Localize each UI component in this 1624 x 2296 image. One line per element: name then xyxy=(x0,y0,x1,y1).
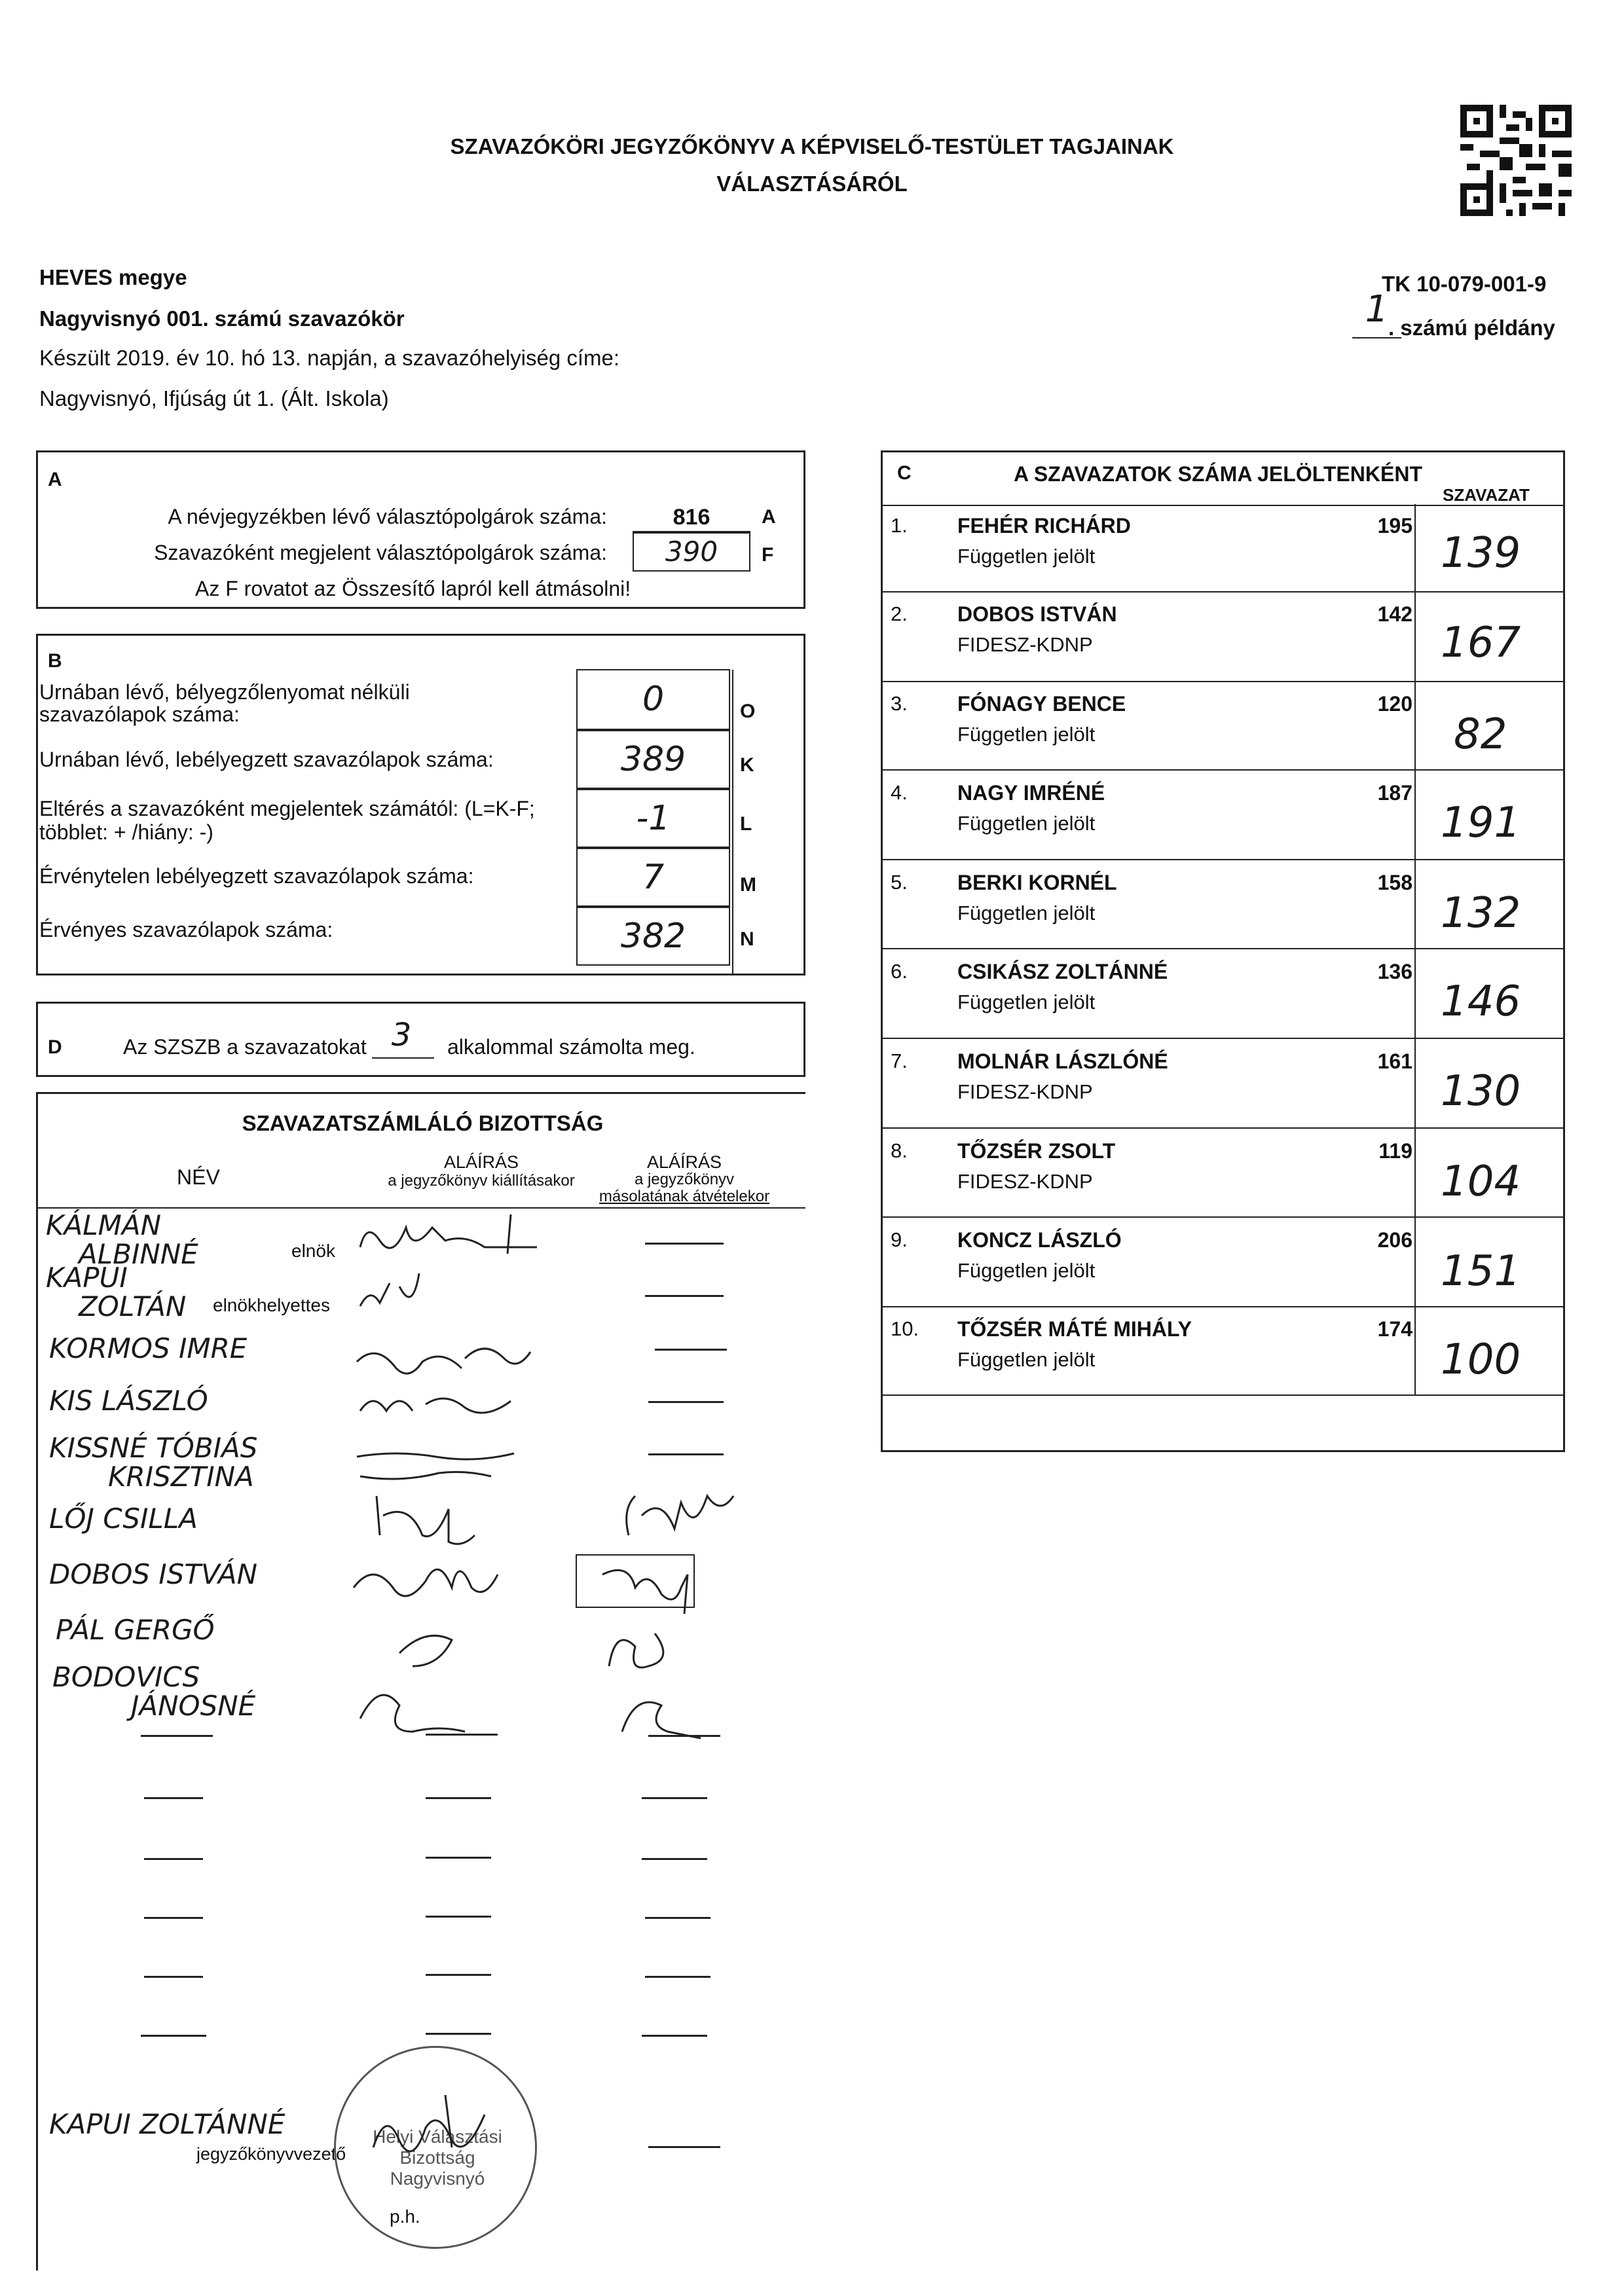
candidate-4-name: NAGY IMRÉNÉ xyxy=(957,781,1105,805)
candidate-9-printed-number: 206 xyxy=(1377,1228,1412,1252)
member-signatures-icon xyxy=(347,1208,805,1745)
col-sig2-title: ALÁÍRÁS xyxy=(646,1152,722,1172)
recorder-sig2-dash xyxy=(648,2146,720,2148)
candidate-2-party: FIDESZ-KDNP xyxy=(957,633,1093,656)
document-title-line2: VÁLASZTÁSÁRÓL xyxy=(716,172,908,196)
section-b-label: B xyxy=(48,650,62,672)
section-c-header-rule xyxy=(883,505,1564,506)
candidate-6-votes: 146 xyxy=(1441,977,1521,1026)
member-1-name xyxy=(46,1211,198,1269)
candidate-4-printed-number: 187 xyxy=(1377,781,1412,805)
role-recorder: jegyzőkönyvvezető xyxy=(196,2144,346,2164)
copy-label: . számú példány xyxy=(1388,316,1555,340)
candidate-9-num: 9. xyxy=(891,1228,908,1251)
col-votes-header: SZAVAZAT xyxy=(1443,485,1530,505)
letter-o: O xyxy=(740,701,756,722)
member-1-name-line1: KÁLMÁN xyxy=(46,1209,162,1241)
tk-code: TK 10-079-001-9 xyxy=(1382,272,1547,296)
empty-row-dash-6c xyxy=(642,2035,707,2037)
member-9-name xyxy=(52,1663,255,1721)
registered-voters-value: 816 xyxy=(673,505,710,530)
date-line: Készült 2019. év 10. hó 13. napján, a szavazóhelyiség címe: xyxy=(39,346,620,370)
b-row-m-value: 7 xyxy=(642,858,665,897)
b-row-m-box xyxy=(576,848,730,907)
b-row-n-label xyxy=(39,918,333,942)
recorder-signature-icon xyxy=(367,2069,498,2200)
candidate-rule-4 xyxy=(881,859,1565,860)
candidate-7-name: MOLNÁR LÁSZLÓNÉ xyxy=(957,1049,1168,1073)
candidate-4-party: Független jelölt xyxy=(957,812,1096,835)
candidate-2-name: DOBOS ISTVÁN xyxy=(957,602,1117,626)
candidate-rule-1 xyxy=(881,591,1565,592)
letter-l: L xyxy=(740,813,752,835)
col-sig2-sub2: másolatának átvételekor xyxy=(599,1188,770,1205)
candidate-10-name: TŐZSÉR MÁTÉ MIHÁLY xyxy=(957,1317,1192,1341)
member-7-name: DOBOS ISTVÁN xyxy=(49,1558,258,1590)
candidate-10-votes: 100 xyxy=(1441,1336,1521,1384)
ph-label: p.h. xyxy=(390,2206,420,2227)
appeared-voters-label: Szavazóként megjelent választópolgárok száma: xyxy=(154,541,607,564)
section-d-text-before: Az SZSZB a szavazatokat xyxy=(123,1035,367,1059)
candidate-rule-10 xyxy=(881,1394,1565,1396)
b-row-k-label xyxy=(39,748,494,772)
empty-row-dash-2b xyxy=(426,1797,491,1799)
candidate-rule-2 xyxy=(881,681,1565,682)
col-sig2-sub1: a jegyzőkönyv xyxy=(634,1171,735,1188)
section-a-note: Az F rovatot az Összesítő lapról kell átmásolni! xyxy=(195,577,631,600)
b-row-n-value: 382 xyxy=(620,917,686,956)
member-9-name-line1: BODOVICS xyxy=(52,1661,200,1693)
section-d-text-after: alkalommal számolta meg. xyxy=(447,1035,695,1059)
candidate-1-num: 1. xyxy=(891,514,908,537)
sig2-dash-1 xyxy=(645,1243,724,1245)
candidate-1-printed-number: 195 xyxy=(1377,514,1412,538)
b-row-m-label xyxy=(39,864,473,888)
candidate-7-party: FIDESZ-KDNP xyxy=(957,1080,1093,1103)
candidate-5-name: BERKI KORNÉL xyxy=(957,871,1117,894)
member-5-name xyxy=(49,1434,257,1491)
empty-row-dash-6a xyxy=(141,2035,206,2037)
stamp-text: Helyi Választási Bizottság Nagyvisnyó xyxy=(373,2126,502,2189)
empty-row-dash-5c xyxy=(645,1976,710,1978)
candidate-5-votes: 132 xyxy=(1441,889,1521,938)
candidate-3-votes: 82 xyxy=(1454,710,1507,759)
section-d-count: 3 xyxy=(391,1017,412,1053)
candidate-3-name: FÓNAGY BENCE xyxy=(957,692,1126,716)
empty-row-dash-6b xyxy=(426,2033,491,2035)
empty-row-dash-3b xyxy=(426,1857,491,1859)
county-label: HEVES megye xyxy=(39,265,187,289)
letter-f: F xyxy=(762,544,774,566)
qr-code-icon xyxy=(1460,105,1572,216)
candidate-10-party: Független jelölt xyxy=(957,1348,1096,1371)
member-5-name-line2: KRISZTINA xyxy=(108,1461,254,1493)
copy-number: 1 xyxy=(1365,288,1389,331)
section-d-box xyxy=(36,1002,805,1077)
b-row-k-text1: Urnában lévő, lebélyegzett szavazólapok száma: xyxy=(39,748,494,771)
member-9-name-line2: JÁNOSNÉ xyxy=(131,1690,256,1722)
sig2-dash-2 xyxy=(645,1295,724,1297)
candidate-8-name: TŐZSÉR ZSOLT xyxy=(957,1139,1116,1163)
document-title-line1: SZAVAZÓKÖRI JEGYZŐKÖNYV A KÉPVISELŐ-TESTÜLET TAGJAINAK xyxy=(450,134,1174,158)
candidate-5-party: Független jelölt xyxy=(957,902,1096,924)
candidate-3-printed-number: 120 xyxy=(1377,692,1412,716)
candidate-9-party: Független jelölt xyxy=(957,1259,1096,1282)
candidate-6-printed-number: 136 xyxy=(1377,960,1412,983)
role-vice-chair: elnökhelyettes xyxy=(213,1295,331,1315)
votes-column-divider xyxy=(1414,504,1416,1394)
member-2-name-line2: ZOLTÁN xyxy=(79,1290,187,1322)
candidate-8-party: FIDESZ-KDNP xyxy=(957,1170,1093,1193)
empty-row-dash-1c xyxy=(648,1735,720,1737)
candidate-5-num: 5. xyxy=(891,871,908,894)
candidate-2-printed-number: 142 xyxy=(1377,602,1412,626)
empty-row-dash-2a xyxy=(144,1797,203,1799)
candidate-10-num: 10. xyxy=(891,1317,919,1340)
candidate-8-printed-number: 119 xyxy=(1378,1139,1412,1163)
candidate-rule-5 xyxy=(881,948,1565,949)
b-row-o-text2: szavazólapok száma: xyxy=(39,702,240,726)
b-row-l-box xyxy=(576,789,730,848)
candidate-rule-3 xyxy=(881,769,1565,771)
b-row-n-text1: Érvényes szavazólapok száma: xyxy=(39,918,333,941)
letter-a: A xyxy=(762,506,776,528)
empty-row-dash-4b xyxy=(426,1916,491,1918)
registered-voters-label: A névjegyzékben lévő választópolgárok száma: xyxy=(168,505,607,528)
member-2-name-line1: KAPUI xyxy=(46,1262,128,1294)
section-d-label: D xyxy=(48,1036,62,1058)
candidate-7-votes: 130 xyxy=(1441,1067,1521,1116)
candidate-2-num: 2. xyxy=(891,602,908,625)
candidate-3-num: 3. xyxy=(891,692,908,715)
candidate-4-votes: 191 xyxy=(1441,799,1521,847)
b-row-l-value: -1 xyxy=(636,799,671,838)
candidate-2-votes: 167 xyxy=(1441,619,1521,667)
appeared-voters-box xyxy=(633,532,750,572)
member-8-name: PÁL GERGŐ xyxy=(56,1614,215,1646)
b-row-o-value: 0 xyxy=(642,680,665,719)
letter-n: N xyxy=(740,928,754,950)
letter-k: K xyxy=(740,754,754,776)
candidate-8-votes: 104 xyxy=(1441,1157,1521,1206)
col-name-header: NÉV xyxy=(177,1165,220,1189)
b-row-k-value: 389 xyxy=(620,740,686,779)
appeared-voters-value: 390 xyxy=(665,536,718,568)
member-5-name-line1: KISSNÉ TÓBIÁS xyxy=(49,1432,258,1464)
candidate-7-num: 7. xyxy=(891,1049,908,1072)
member-1-name-line2: ALBINNÉ xyxy=(79,1238,198,1270)
candidate-rule-9 xyxy=(881,1306,1565,1307)
letter-m: M xyxy=(740,874,756,896)
role-chair: elnök xyxy=(291,1241,335,1261)
member-2-name xyxy=(46,1264,186,1321)
empty-row-dash-3c xyxy=(642,1858,707,1860)
b-row-n-box xyxy=(576,907,730,966)
empty-row-dash-5b xyxy=(426,1974,491,1976)
empty-row-dash-4c xyxy=(645,1917,710,1919)
member-6-name: LŐJ CSILLA xyxy=(49,1503,198,1535)
sig2-dash-3 xyxy=(655,1349,727,1351)
candidate-7-printed-number: 161 xyxy=(1377,1049,1412,1073)
candidate-5-printed-number: 158 xyxy=(1377,871,1412,894)
empty-row-dash-2c xyxy=(642,1797,707,1799)
b-row-k-box xyxy=(576,730,730,789)
candidate-10-printed-number: 174 xyxy=(1377,1317,1412,1341)
section-b-divider xyxy=(732,670,733,975)
section-d-underline xyxy=(372,1057,434,1059)
sig2-dash-5 xyxy=(648,1453,724,1455)
candidate-rule-6 xyxy=(881,1038,1565,1039)
candidate-9-votes: 151 xyxy=(1441,1247,1521,1296)
member-3-name: KORMOS IMRE xyxy=(49,1332,248,1364)
col-sig1-sub: a jegyzőkönyv kiállításakor xyxy=(388,1172,575,1190)
recorder-name: KAPUI ZOLTÁNNÉ xyxy=(49,2108,286,2140)
b-row-o-text1: Urnában lévő, bélyegzőlenyomat nélküli xyxy=(39,680,410,704)
b-row-l-label xyxy=(39,797,535,844)
section-c-box xyxy=(881,450,1565,1452)
b-row-l-text2: többlet: + /hiány: -) xyxy=(39,820,213,844)
candidate-8-num: 8. xyxy=(891,1139,908,1162)
empty-row-dash-1a xyxy=(141,1735,213,1737)
b-row-l-text1: Eltérés a szavazóként megjelentek számától: (L=K-F; xyxy=(39,797,535,820)
empty-row-dash-1b xyxy=(426,1734,498,1736)
member-4-name: KIS LÁSZLÓ xyxy=(49,1385,208,1417)
candidate-6-name: CSIKÁSZ ZOLTÁNNÉ xyxy=(957,960,1168,983)
b-row-m-text1: Érvénytelen lebélyegzett szavazólapok száma: xyxy=(39,864,474,888)
candidate-1-name: FEHÉR RICHÁRD xyxy=(957,514,1131,538)
candidate-rule-7 xyxy=(881,1127,1565,1129)
section-c-title: A SZAVAZATOK SZÁMA JELÖLTENKÉNT xyxy=(1014,462,1422,486)
section-c-label: C xyxy=(897,462,912,484)
candidate-6-num: 6. xyxy=(891,960,908,983)
col-sig1-title: ALÁÍRÁS xyxy=(443,1152,519,1172)
b-row-o-label xyxy=(39,681,410,725)
candidate-3-party: Független jelölt xyxy=(957,723,1096,746)
candidate-rule-8 xyxy=(881,1216,1565,1218)
address-line: Nagyvisnyó, Ifjúság út 1. (Ált. Iskola) xyxy=(39,386,389,410)
candidate-9-name: KONCZ LÁSZLÓ xyxy=(957,1228,1122,1252)
empty-row-dash-4a xyxy=(144,1917,203,1919)
candidate-4-num: 4. xyxy=(891,781,908,804)
empty-row-dash-5a xyxy=(144,1976,203,1978)
candidate-1-votes: 139 xyxy=(1441,529,1521,577)
committee-title: SZAVAZATSZÁMLÁLÓ BIZOTTSÁG xyxy=(242,1111,604,1135)
section-a-box xyxy=(36,450,805,609)
district-label: Nagyvisnyó 001. számú szavazókör xyxy=(39,306,405,331)
sig2-dash-4 xyxy=(648,1401,724,1403)
section-a-label: A xyxy=(48,469,62,490)
empty-row-dash-3a xyxy=(144,1858,203,1860)
candidate-6-party: Független jelölt xyxy=(957,991,1096,1013)
b-row-o-box xyxy=(576,669,730,730)
candidate-1-party: Független jelölt xyxy=(957,545,1096,568)
